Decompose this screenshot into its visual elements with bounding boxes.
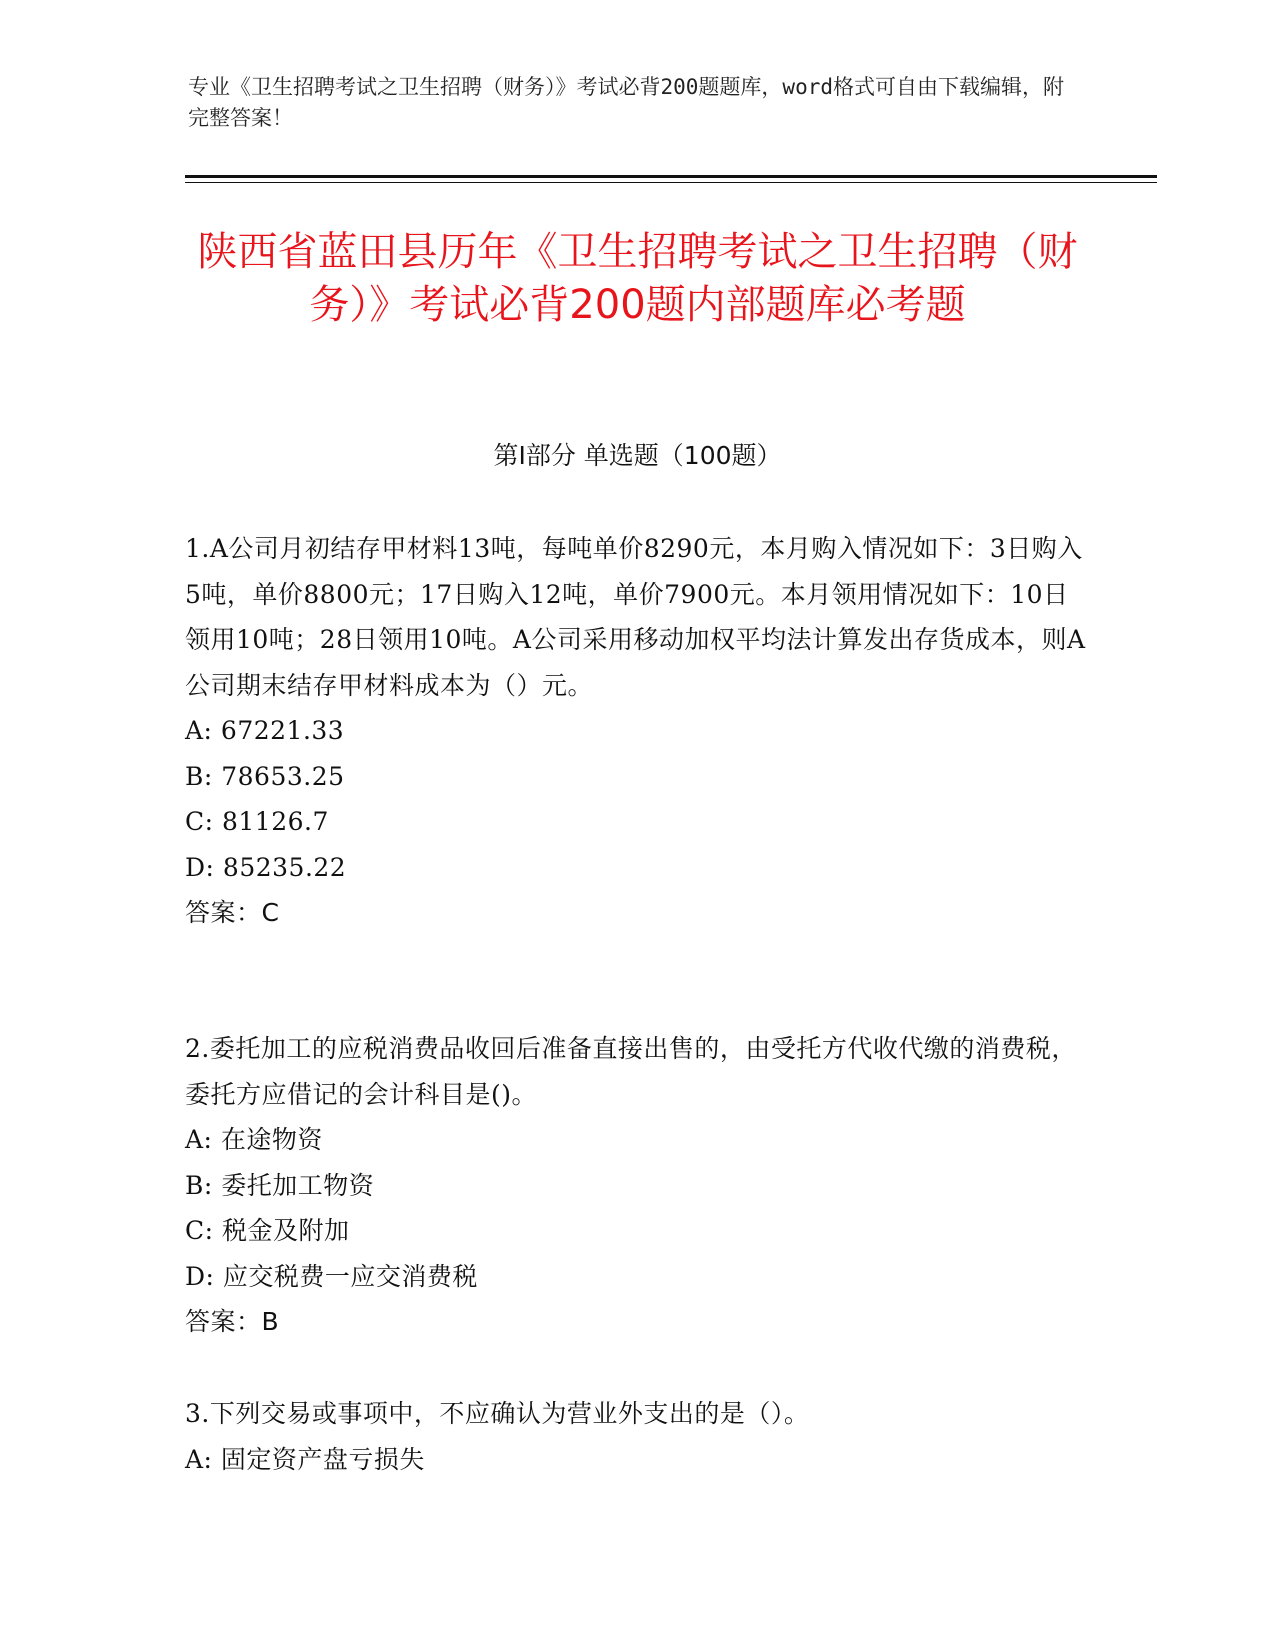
option-b: B: 78653.25 xyxy=(185,761,345,791)
question-stem: 1.A公司月初结存甲材料13吨，每吨单价8290元，本月购入情况如下：3日购入5吨，单价8800元；17日购入12吨，单价7900元。本月领用情况如下：10日领用10吨；28日领用10吨。A公司采用移动加权平均法计算发出存货成本，则A公司期末结存甲材料成本为（）元。 xyxy=(185,534,1086,700)
option-a: A: 67221.33 xyxy=(185,716,345,745)
section-title: 第I部分 单选题（100题） xyxy=(493,441,782,470)
option-b: B: 委托加工物资 xyxy=(185,1170,375,1200)
document-title: 陕西省蓝田县历年《卫生招聘考试之卫生招聘（财务）》考试必背200题内部题库必考题 xyxy=(197,229,1078,328)
question-3 xyxy=(185,1391,1090,1482)
option-c: C: 税金及附加 xyxy=(185,1216,350,1245)
option-a: A: 固定资产盘亏损失 xyxy=(185,1444,425,1474)
question-stem: 2.委托加工的应税消费品收回后准备直接出售的，由受托方代收代缴的消费税，委托方应借记的会计科目是()。 xyxy=(185,1034,1077,1109)
header-divider-thin xyxy=(185,182,1157,183)
header-divider xyxy=(185,175,1157,178)
option-d: D: 85235.22 xyxy=(185,852,347,882)
answer: 答案：C xyxy=(185,898,280,927)
question-1 xyxy=(185,526,1090,936)
header-note: 专业《卫生招聘考试之卫生招聘（财务）》考试必背200题题库，word格式可自由下载编辑，附完整答案！ xyxy=(188,75,1064,130)
option-a: A: 在途物资 xyxy=(185,1125,323,1154)
question-stem: 3.下列交易或事项中，不应确认为营业外支出的是（）。 xyxy=(185,1399,810,1428)
option-c: C: 81126.7 xyxy=(185,807,329,836)
option-d: D: 应交税费一应交消费税 xyxy=(185,1261,478,1291)
answer: 答案：B xyxy=(185,1307,280,1336)
question-2 xyxy=(185,1026,1090,1345)
